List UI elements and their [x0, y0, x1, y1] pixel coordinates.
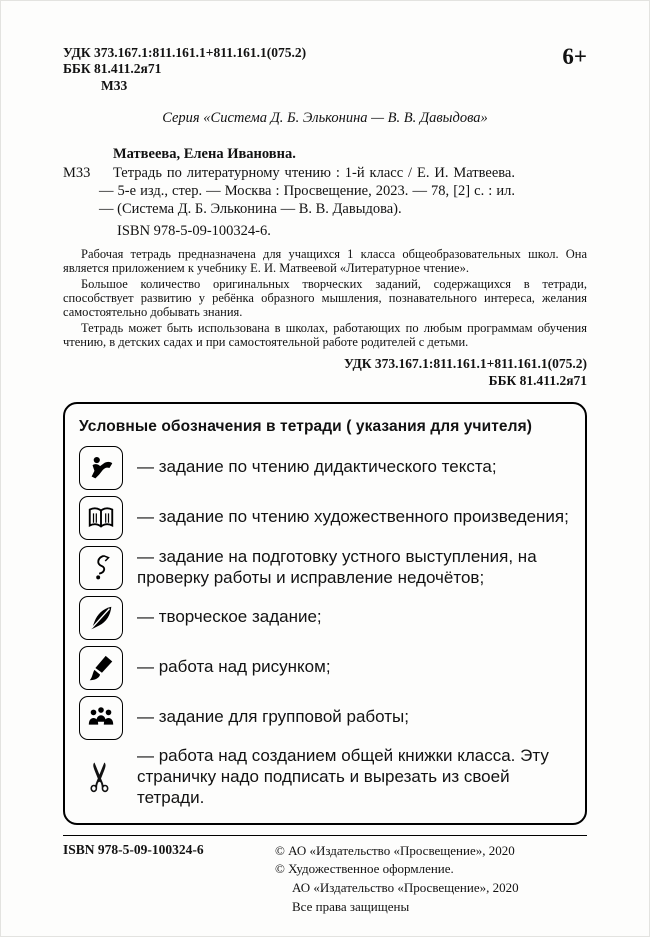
paintbrush-icon — [79, 646, 123, 690]
annotation-block — [63, 247, 587, 349]
top-codes-block — [63, 45, 306, 94]
annotation-paragraph: Тетрадь может быть использована в школах, работающих по любым программам обучения чтению, в детских садах и при самостоятельной работе родителей с детьми. — [63, 320, 587, 349]
legend-item-label: — работа над рисунком; — [137, 657, 331, 677]
annotation-paragraph: Большое количество оригинальных творческих заданий, содержащихся в тетради, способствует развитию у ребёнка образного мышления, познавательного интереса, желания самостоятельно добывать знания. — [63, 276, 587, 319]
udk-line-bottom: УДК 373.167.1:811.161.1+811.161.1(075.2) — [343, 355, 587, 371]
isbn-line: ISBN 978-5-09-100324-6. — [117, 223, 271, 240]
top-codes-row — [63, 45, 587, 94]
annotation-paragraph: Рабочая тетрадь предназначена для учащихся 1 класса общеобразовательных школ. Она является приложением к учебнику Е. И. Матвеевой «Литературное чтение». — [63, 246, 587, 275]
legend-item-label: — задание по чтению художественного произведения; — [137, 507, 569, 527]
footer-divider — [63, 835, 587, 836]
scissors-icon: ✂ — [77, 760, 124, 794]
bottom-codes-block — [63, 355, 587, 390]
legend-item-label: — работа над созданием общей книжки класса. Эту страничку надо подписать и вырезать из своей тетради. — [137, 745, 549, 807]
copyright-block — [275, 842, 587, 917]
oral-presentation-icon — [79, 546, 123, 590]
legend-title: Условные обозначения в тетради ( указания для учителя) — [79, 417, 532, 435]
series-line: Серия «Система Д. Б. Эльконина — В. В. Давыдова» — [162, 110, 488, 127]
copyright-line: АО «Издательство «Просвещение», 2020 — [292, 880, 519, 896]
legend-item-label: — задание для групповой работы; — [137, 707, 409, 727]
footer-isbn: ISBN 978-5-09-100324-6 — [63, 841, 204, 857]
copyright-line: Все права защищены — [292, 899, 410, 915]
author-name: Матвеева, Елена Ивановна. — [113, 146, 296, 163]
legend-item — [79, 696, 571, 740]
age-rating-badge: 6+ — [562, 44, 587, 69]
bbk-line-bottom: ББК 81.411.2я71 — [488, 373, 587, 389]
quill-pen-icon — [79, 596, 123, 640]
entry-text: Тетрадь по литературному чтению : 1-й класс / Е. И. Матвеева. — 5-е изд., стер. — Москва : Просвещение, 2023. — 78, [2] с. : ил. — (Система Д. Б. Эльконина — В. В. Давыдова). — [99, 164, 515, 218]
classification-code: М33 — [101, 77, 128, 93]
legend-item-label: — творческое задание; — [137, 607, 322, 627]
copyright-line: © АО «Издательство «Просвещение», 2020 — [275, 842, 515, 858]
bibliographic-block — [63, 145, 587, 240]
group-work-icon — [79, 696, 123, 740]
bbk-line: ББК 81.411.2я71 — [63, 61, 162, 77]
legend-item-label: — задание на подготовку устного выступления, на проверку работы и исправление недочётов; — [137, 546, 537, 587]
copyright-line: © Художественное оформление. — [275, 861, 454, 877]
entry-code: М33 — [63, 164, 91, 181]
legend-item — [79, 446, 571, 490]
legend-item — [79, 546, 571, 590]
footer — [63, 842, 587, 917]
legend-item — [79, 496, 571, 540]
udk-line: УДК 373.167.1:811.161.1+811.161.1(075.2) — [63, 45, 307, 60]
legend-item — [79, 596, 571, 640]
catalog-entry — [63, 164, 515, 219]
legend-item — [79, 746, 571, 809]
legend-box — [63, 402, 587, 825]
legend-item — [79, 646, 571, 690]
reading-person-icon — [79, 446, 123, 490]
open-book-icon — [79, 496, 123, 540]
legend-item-label: — задание по чтению дидактического текста; — [137, 457, 497, 477]
